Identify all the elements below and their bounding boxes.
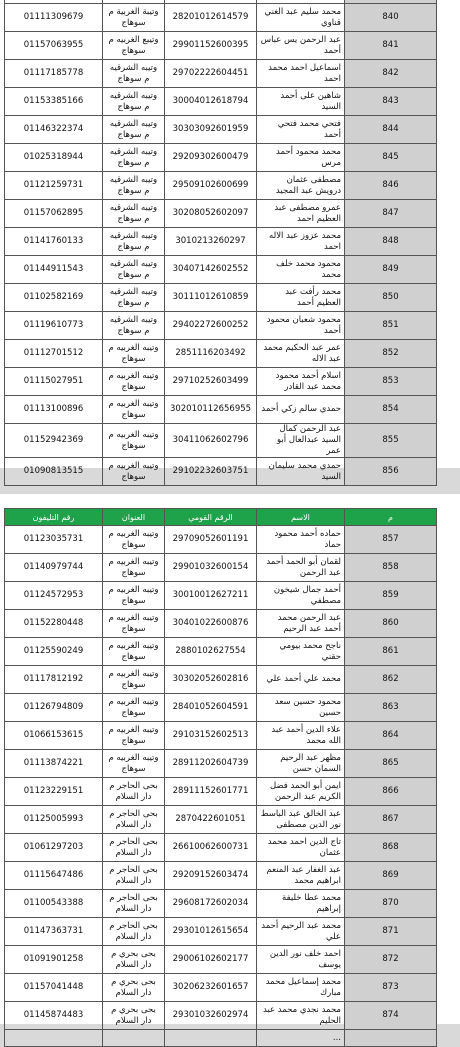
row-phone: 01121259731 <box>5 172 103 200</box>
row-national-id: 30208052602097 <box>165 200 257 228</box>
row-phone: 01157063955 <box>5 32 103 60</box>
row-phone: 01152280448 <box>5 610 103 638</box>
row-number: 841 <box>345 32 437 60</box>
row-phone: 01100543388 <box>5 890 103 918</box>
row-name: تاج الدين احمد محمد عثمان <box>257 834 345 862</box>
row-phone: 01147363731 <box>5 918 103 946</box>
row-name: علاء الدين أحمد عبد الله محمد <box>257 722 345 750</box>
row-address: وتيبه الغربيه م سوهاج <box>103 396 165 424</box>
row-phone: 01066153615 <box>5 722 103 750</box>
row-name: لقمان أبو الحمد أحمد عبد الرحمن <box>257 554 345 582</box>
row-address: وتيبه الغربيه م سوهاج <box>103 458 165 486</box>
row-name: عبد الخالق عبد الباسط نور الدين مصطفى <box>257 806 345 834</box>
row-phone: 01126794809 <box>5 694 103 722</box>
table-row <box>5 722 437 750</box>
table-row <box>5 582 437 610</box>
row-address: وتيبه الشرقيه م سوهاج <box>103 228 165 256</box>
row-address: وتيبه الغربيه م سوهاج <box>103 526 165 554</box>
row-number: 840 <box>345 4 437 32</box>
row-phone: 01146322374 <box>5 116 103 144</box>
row-phone: 01102582169 <box>5 284 103 312</box>
row-name: فتحي محمد فتحي أحمد <box>257 116 345 144</box>
row-number: 867 <box>345 806 437 834</box>
row-phone: 01117812192 <box>5 666 103 694</box>
document-page-2 <box>0 494 460 1043</box>
row-name: محمد إسماعيل محمد مبارك <box>257 974 345 1002</box>
row-number: 858 <box>345 554 437 582</box>
document-page-1 <box>0 0 460 482</box>
table-header-row <box>5 509 437 526</box>
row-national-id: 29901152600395 <box>165 32 257 60</box>
table-row <box>5 424 437 458</box>
row-phone: 01123035731 <box>5 526 103 554</box>
row-national-id: 29006102602177 <box>165 946 257 974</box>
row-number: 852 <box>345 340 437 368</box>
row-number: 851 <box>345 312 437 340</box>
row-name: محمود شعبان محمود أحمد <box>257 312 345 340</box>
row-number: 872 <box>345 946 437 974</box>
table-row <box>5 554 437 582</box>
records-table-page-2 <box>4 508 437 1047</box>
row-number: 843 <box>345 88 437 116</box>
row-address: وتيبه الشرقيه م سوهاج <box>103 200 165 228</box>
row-name: عبد الرحمن يس عباس أحمد <box>257 32 345 60</box>
table-row <box>5 4 437 32</box>
row-number: 849 <box>345 256 437 284</box>
row-name: عبد الرحمن كمال السيد عبدالعال أبو عمر <box>257 424 345 458</box>
table-row <box>5 200 437 228</box>
row-national-id: 30206232601657 <box>165 974 257 1002</box>
row-national-id: 2870422601051 <box>165 806 257 834</box>
row-address: وتيبه الغربيه م سوهاج <box>103 722 165 750</box>
row-number: 842 <box>345 60 437 88</box>
table-row <box>5 458 437 486</box>
row-phone <box>5 1030 103 1047</box>
row-phone: 01145874483 <box>5 1002 103 1030</box>
row-phone: 01125590249 <box>5 638 103 666</box>
row-name: عبد الرحمن محمد أحمد عبد الرحيم <box>257 610 345 638</box>
row-national-id: 29509102600699 <box>165 172 257 200</box>
row-address: وتيبه الشرقيه م سوهاج <box>103 60 165 88</box>
row-address: وتيبه الغربيه م سوهاج <box>103 368 165 396</box>
row-national-id: 29209152603474 <box>165 862 257 890</box>
table-row <box>5 284 437 312</box>
row-number: 844 <box>345 116 437 144</box>
row-address: وتيبه الغربيه م سوهاج <box>103 638 165 666</box>
row-national-id <box>165 1030 257 1047</box>
row-phone: 01113100896 <box>5 396 103 424</box>
row-number: 863 <box>345 694 437 722</box>
row-number: 864 <box>345 722 437 750</box>
table-row <box>5 834 437 862</box>
table-row <box>5 638 437 666</box>
row-address: وتيبه الغربيه م سوهاج <box>103 554 165 582</box>
row-address: وتيبه الغربيه م سوهاج <box>103 750 165 778</box>
row-phone: 01157062895 <box>5 200 103 228</box>
row-name: شاهين على أحمد السيد <box>257 88 345 116</box>
row-phone: 01140979744 <box>5 554 103 582</box>
row-phone: 01125005993 <box>5 806 103 834</box>
row-number <box>345 1030 437 1047</box>
row-national-id: 29103152602513 <box>165 722 257 750</box>
row-phone: 01157041448 <box>5 974 103 1002</box>
row-national-id: 28201012614579 <box>165 4 257 32</box>
row-name: احمد خلف نور الدين يوسف <box>257 946 345 974</box>
row-national-id: 29709052601191 <box>165 526 257 554</box>
table-row <box>5 806 437 834</box>
row-name: ... <box>257 1030 345 1047</box>
row-phone: 01119610773 <box>5 312 103 340</box>
row-national-id: 2851116203492 <box>165 340 257 368</box>
row-phone: 01153385166 <box>5 88 103 116</box>
row-number: 859 <box>345 582 437 610</box>
row-number: 860 <box>345 610 437 638</box>
row-name: محمد محمود أحمد مرس <box>257 144 345 172</box>
row-national-id: 30407142602552 <box>165 256 257 284</box>
row-name: ناجح محمد بيومي حقني <box>257 638 345 666</box>
row-number: 865 <box>345 750 437 778</box>
row-number: 868 <box>345 834 437 862</box>
row-name: عمر عبد الحكيم محمد عبد الاله <box>257 340 345 368</box>
row-national-id: 29608172602034 <box>165 890 257 918</box>
row-number: 845 <box>345 144 437 172</box>
row-address: بحى الحاجر م دار السلام <box>103 806 165 834</box>
row-name: محمد سليم عبد الغني قناوي <box>257 4 345 32</box>
row-number: 869 <box>345 862 437 890</box>
table-row <box>5 312 437 340</box>
table-row <box>5 144 437 172</box>
row-national-id: 29301012615654 <box>165 918 257 946</box>
table-row <box>5 368 437 396</box>
row-phone: 01115647486 <box>5 862 103 890</box>
row-national-id: 29702222604451 <box>165 60 257 88</box>
row-address: بحى بحري م دار السلام <box>103 946 165 974</box>
row-number: 848 <box>345 228 437 256</box>
row-national-id: 2880102627554 <box>165 638 257 666</box>
row-national-id: 28401052604591 <box>165 694 257 722</box>
header-national-id: الرقم القومي <box>165 509 257 526</box>
row-national-id: 30004012618794 <box>165 88 257 116</box>
header-name: الاسم <box>257 509 345 526</box>
row-name: محمد عزوز عبد الاله احمد <box>257 228 345 256</box>
row-address: وتيبه الشرقيه م سوهاج <box>103 116 165 144</box>
row-address: بحى بحري م دار السلام <box>103 1002 165 1030</box>
row-name: اسماعيل احمد محمد احمد <box>257 60 345 88</box>
row-number: 847 <box>345 200 437 228</box>
table-row <box>5 60 437 88</box>
row-address: بحى بحري م دار السلام <box>103 974 165 1002</box>
table-row <box>5 610 437 638</box>
row-national-id: 3010213260297 <box>165 228 257 256</box>
row-national-id: 30010012627211 <box>165 582 257 610</box>
row-address: وتيبه الغربيه م سوهاج <box>103 582 165 610</box>
row-address: وتيبه الشرقيه م سوهاج <box>103 144 165 172</box>
row-national-id: 30302052602816 <box>165 666 257 694</box>
row-national-id: 30111012610859 <box>165 284 257 312</box>
row-name: محمد عبد الرحيم أحمد علي <box>257 918 345 946</box>
table-row <box>5 88 437 116</box>
row-national-id: 30303092601959 <box>165 116 257 144</box>
table-row <box>5 526 437 554</box>
row-national-id: 29102232603751 <box>165 458 257 486</box>
row-phone: 01091901258 <box>5 946 103 974</box>
row-name: حمدي سالم زكي أحمد <box>257 396 345 424</box>
row-national-id: 302010112656955 <box>165 396 257 424</box>
row-name: محمد علي أحمد علي <box>257 666 345 694</box>
row-address: وتيبه الشرقيه م سوهاج <box>103 256 165 284</box>
row-address: بحى الحاجر م دار السلام <box>103 918 165 946</box>
table-row <box>5 340 437 368</box>
row-number: 862 <box>345 666 437 694</box>
row-address: وتيبه الشرقيه م سوهاج <box>103 172 165 200</box>
row-address: بحى الحاجر م دار السلام <box>103 778 165 806</box>
row-national-id: 29301032602974 <box>165 1002 257 1030</box>
row-national-id: 29209302600479 <box>165 144 257 172</box>
records-table-page-1 <box>4 0 437 486</box>
table-row <box>5 1002 437 1030</box>
row-number: 870 <box>345 890 437 918</box>
row-number: 857 <box>345 526 437 554</box>
row-address: وتيبة الغربية م سوهاج <box>103 4 165 32</box>
row-name: حمدي محمد سليمان السيد <box>257 458 345 486</box>
row-phone: 01141760133 <box>5 228 103 256</box>
row-phone: 01117185778 <box>5 60 103 88</box>
row-national-id: 28911202604739 <box>165 750 257 778</box>
table-row <box>5 32 437 60</box>
row-national-id: 29402272600252 <box>165 312 257 340</box>
row-name: محمد نجدي محمد عبد الحليم <box>257 1002 345 1030</box>
table-row <box>5 946 437 974</box>
row-address: بحى الحاجر م دار السلام <box>103 890 165 918</box>
row-name: محمود محمد خلف محمد <box>257 256 345 284</box>
row-name: مظهر عبد الرحيم السمان حسن <box>257 750 345 778</box>
row-national-id: 28911152601771 <box>165 778 257 806</box>
row-address <box>103 1030 165 1047</box>
table-row <box>5 890 437 918</box>
row-number: 871 <box>345 918 437 946</box>
row-number: 861 <box>345 638 437 666</box>
row-address: بحى الحاجر م دار السلام <box>103 862 165 890</box>
row-phone: 01152942369 <box>5 424 103 458</box>
row-name: عبد الغفار عبد المنعم ابراهيم محمد <box>257 862 345 890</box>
row-number: 874 <box>345 1002 437 1030</box>
row-name: حماده أحمد محمود حماد <box>257 526 345 554</box>
row-name: أحمد جمال شيخون مصطفي <box>257 582 345 610</box>
row-number: 866 <box>345 778 437 806</box>
row-number: 856 <box>345 458 437 486</box>
table-row <box>5 172 437 200</box>
row-address: بحى الحاجر م دار السلام <box>103 834 165 862</box>
row-name: اسلام أحمد محمود محمد عبد القادر <box>257 368 345 396</box>
table-row <box>5 116 437 144</box>
row-address: وتيبه الغربيه م سوهاج <box>103 666 165 694</box>
row-national-id: 26610062600731 <box>165 834 257 862</box>
table-row <box>5 694 437 722</box>
row-phone: 01113874221 <box>5 750 103 778</box>
row-national-id: 29901032600154 <box>165 554 257 582</box>
row-name: محمود حسين سعد حسين <box>257 694 345 722</box>
row-number: 850 <box>345 284 437 312</box>
row-address: وتيبه الشرقيه م سوهاج <box>103 312 165 340</box>
row-name: ايمن أبو الحمد فضل الكريم عبد الرحمن <box>257 778 345 806</box>
row-name: مصطفى عثمان درويش عبد المجيد <box>257 172 345 200</box>
row-name: محمد رأفت عبد العظيم أحمد <box>257 284 345 312</box>
row-address: وتيبه الشرقيه م سوهاج <box>103 88 165 116</box>
row-number: 846 <box>345 172 437 200</box>
table-row <box>5 918 437 946</box>
row-address: وتيبه الشرقيه م سوهاج <box>103 284 165 312</box>
row-phone: 01124572953 <box>5 582 103 610</box>
row-number: 855 <box>345 424 437 458</box>
row-phone: 01111309679 <box>5 4 103 32</box>
table-row <box>5 750 437 778</box>
row-address: وتيبه الغربيه م سوهاج <box>103 694 165 722</box>
row-name: عمرو مصطفى عبد العظيم احمد <box>257 200 345 228</box>
row-phone: 01025318944 <box>5 144 103 172</box>
row-phone: 01144911543 <box>5 256 103 284</box>
header-address: العنوان <box>103 509 165 526</box>
row-address: وتيبه الغربيه م سوهاج <box>103 340 165 368</box>
table-row <box>5 1030 437 1047</box>
header-number: م <box>345 509 437 526</box>
row-national-id: 30411062602796 <box>165 424 257 458</box>
table-row <box>5 778 437 806</box>
table-row <box>5 228 437 256</box>
row-phone: 01112701512 <box>5 340 103 368</box>
row-national-id: 29710252603499 <box>165 368 257 396</box>
table-row <box>5 666 437 694</box>
row-phone: 01090813515 <box>5 458 103 486</box>
table-row <box>5 256 437 284</box>
row-phone: 01123229151 <box>5 778 103 806</box>
row-phone: 01115027951 <box>5 368 103 396</box>
row-number: 873 <box>345 974 437 1002</box>
table-row <box>5 396 437 424</box>
row-address: وتيبه الغربيه م سوهاج <box>103 424 165 458</box>
table-row <box>5 974 437 1002</box>
row-address: وتيبه الغربيه م سوهاج <box>103 610 165 638</box>
header-phone: رقم التليفون <box>5 509 103 526</box>
row-national-id: 30401022600876 <box>165 610 257 638</box>
row-number: 854 <box>345 396 437 424</box>
row-address: وتيبع الغربيه م سوهاج <box>103 32 165 60</box>
row-number: 853 <box>345 368 437 396</box>
row-phone: 01061297203 <box>5 834 103 862</box>
row-name: محمد عطا خليفة إبراهيم <box>257 890 345 918</box>
table-row <box>5 862 437 890</box>
